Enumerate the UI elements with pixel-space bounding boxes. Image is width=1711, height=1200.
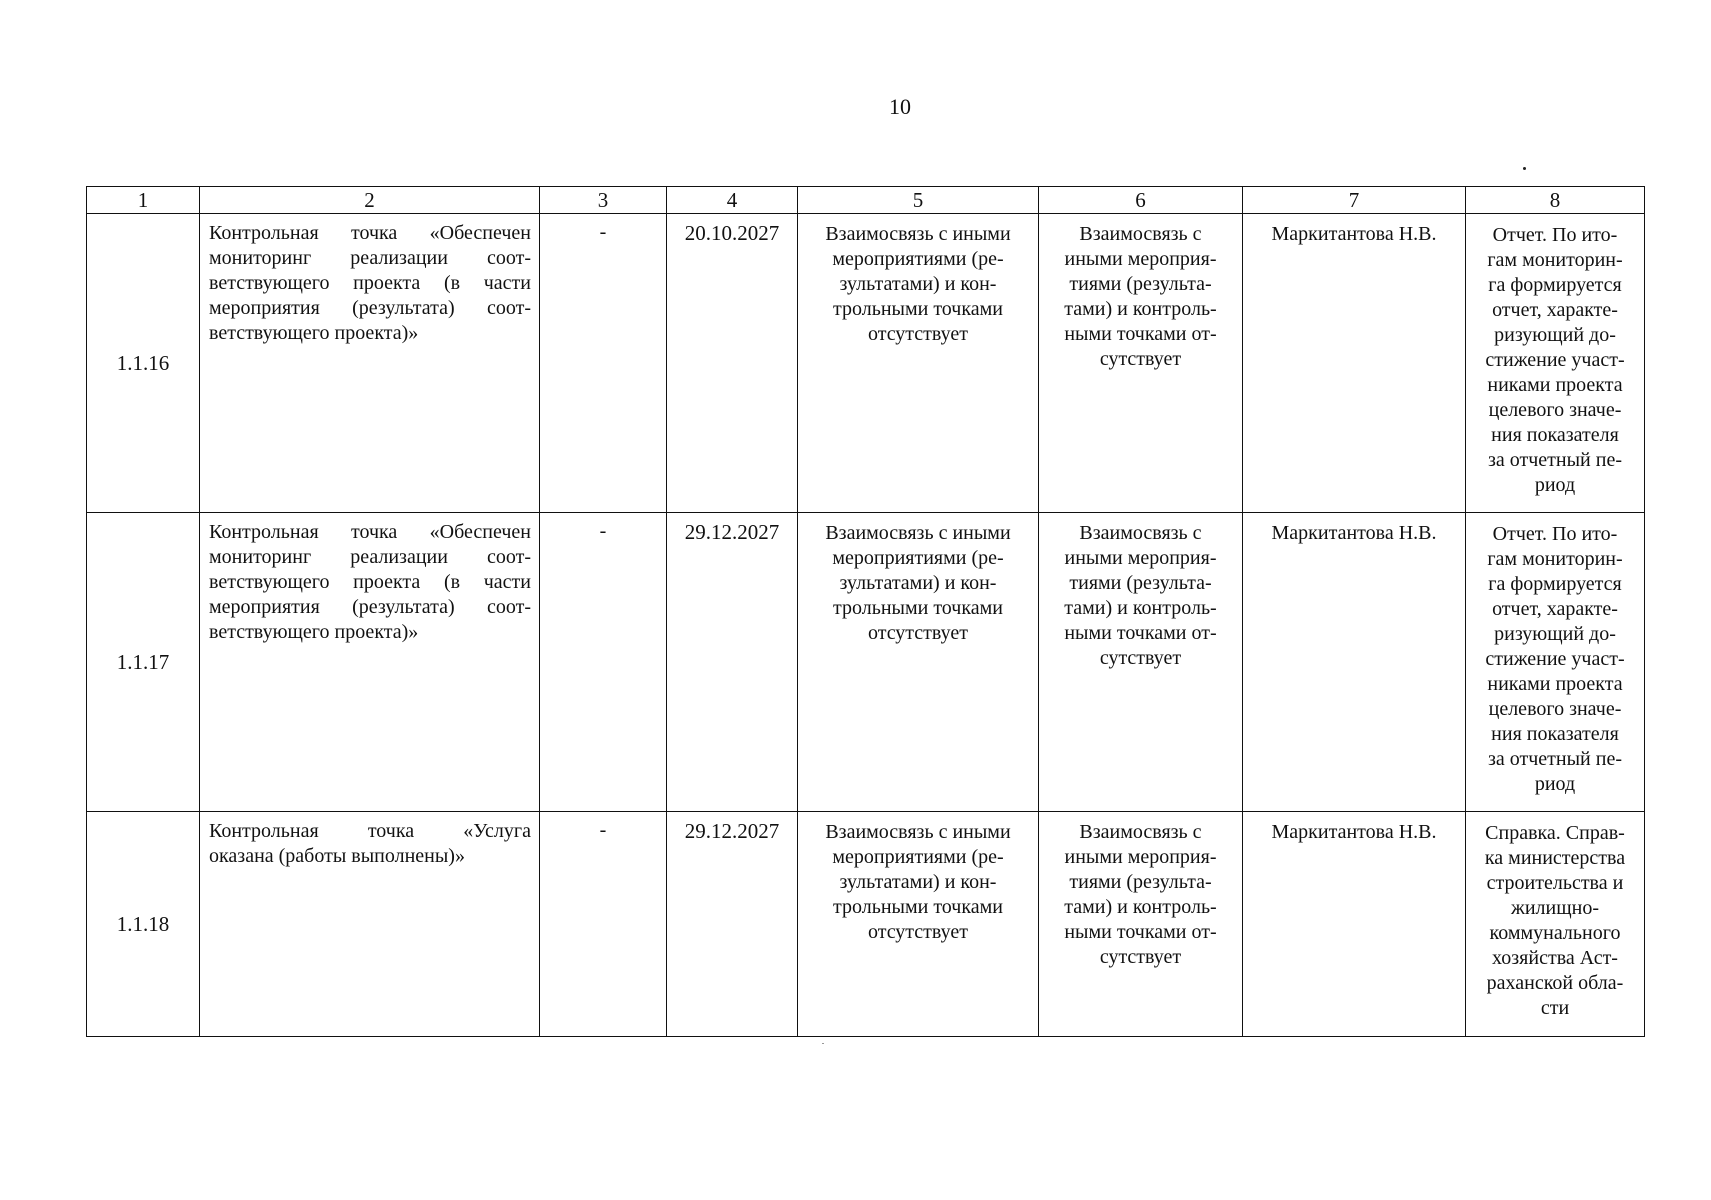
text-line: тиями (результа-: [1069, 273, 1212, 295]
text-line: Взаимосвязь с иными: [825, 522, 1011, 544]
relation-with-activities: [798, 812, 1039, 1037]
text-line: строительства и: [1486, 872, 1624, 894]
text-line: риод: [1534, 474, 1576, 496]
row-number: 1.1.18: [87, 812, 200, 1037]
text-line: тами) и контроль-: [1064, 597, 1217, 619]
relation-with-measures: [1039, 812, 1243, 1037]
text-line: мониторинг реализации соот-: [209, 546, 531, 568]
column-header: 3: [540, 187, 667, 214]
text-line: трольными точками: [833, 896, 1003, 918]
text-line: Контрольная точка «Обеспечен: [209, 521, 531, 543]
control-points-table: [86, 186, 1645, 1037]
text-line: ния показателя: [1491, 723, 1619, 745]
text-line: коммунального: [1489, 922, 1621, 944]
text-line: Отчет. По ито-: [1492, 224, 1618, 246]
text-line: риод: [1534, 773, 1576, 795]
relation-with-measures: [1039, 513, 1243, 812]
column-3-value: -: [540, 214, 667, 513]
text-line: сутствует: [1099, 946, 1182, 968]
text-line: отсутствует: [867, 921, 969, 943]
text-line: мероприятиями (ре-: [832, 846, 1004, 868]
text-line: тами) и контроль-: [1064, 298, 1217, 320]
text-line: жилищно-: [1511, 897, 1599, 919]
text-line: Взаимосвязь с: [1079, 223, 1202, 245]
text-line: зультатами) и кон-: [839, 572, 997, 594]
text-line: Взаимосвязь с: [1079, 821, 1202, 843]
text-line: стижение участ-: [1485, 648, 1625, 670]
result-document: [1466, 214, 1645, 513]
text-line: Отчет. По ито-: [1492, 523, 1618, 545]
page-number: 10: [889, 94, 911, 119]
text-line: Контрольная точка «Обеспечен: [209, 222, 531, 244]
text-line: ка министерства: [1484, 847, 1626, 869]
deadline-date: 29.12.2027: [667, 513, 798, 812]
column-header: 4: [667, 187, 798, 214]
text-line: никами проекта: [1487, 374, 1623, 396]
text-line: иными мероприя-: [1064, 846, 1217, 868]
text-line: за отчетный пе-: [1487, 748, 1622, 770]
result-document: [1466, 812, 1645, 1037]
text-line: ными точками от-: [1064, 921, 1217, 943]
text-line: мероприятия (результата) соот-: [209, 297, 531, 319]
text-line: тиями (результа-: [1069, 871, 1212, 893]
text-line: сутствует: [1099, 647, 1182, 669]
relation-with-activities: [798, 214, 1039, 513]
column-header: 1: [87, 187, 200, 214]
text-line: зультатами) и кон-: [839, 273, 997, 295]
scan-speck: [822, 1043, 824, 1044]
text-line: тиями (результа-: [1069, 572, 1212, 594]
column-header: 5: [798, 187, 1039, 214]
text-line: мероприятия (результата) соот-: [209, 596, 531, 618]
text-line: Контрольная точка «Услуга: [209, 820, 531, 842]
responsible-person: Маркитантова Н.В.: [1243, 513, 1466, 812]
text-line: ными точками от-: [1064, 323, 1217, 345]
text-line: раханской обла-: [1486, 972, 1624, 994]
text-line: целевого значе-: [1488, 698, 1622, 720]
text-line: ветствующего проекта (в части: [209, 571, 531, 593]
text-line: целевого значе-: [1488, 399, 1622, 421]
column-header: 6: [1039, 187, 1243, 214]
table-header-row: [87, 187, 1645, 214]
text-line: за отчетный пе-: [1487, 449, 1622, 471]
column-header: 7: [1243, 187, 1466, 214]
text-line: Взаимосвязь с иными: [825, 223, 1011, 245]
text-line: оказана (работы выполнены)»: [209, 845, 465, 867]
table-row: [87, 812, 1645, 1037]
text-line: ния показателя: [1491, 424, 1619, 446]
text-line: ветствующего проекта)»: [209, 621, 419, 643]
text-line: ными точками от-: [1064, 622, 1217, 644]
deadline-date: 20.10.2027: [667, 214, 798, 513]
row-number: 1.1.16: [87, 214, 200, 513]
text-line: ветствующего проекта (в части: [209, 272, 531, 294]
column-3-value: -: [540, 513, 667, 812]
control-point-name: [200, 214, 540, 513]
text-line: ветствующего проекта)»: [209, 322, 419, 344]
text-line: отчет, характе-: [1492, 598, 1618, 620]
column-3-value: -: [540, 812, 667, 1037]
text-line: тами) и контроль-: [1064, 896, 1217, 918]
text-line: иными мероприя-: [1064, 248, 1217, 270]
relation-with-activities: [798, 513, 1039, 812]
control-point-name: [200, 513, 540, 812]
text-line: мероприятиями (ре-: [832, 547, 1004, 569]
text-line: отсутствует: [867, 323, 969, 345]
text-line: отчет, характе-: [1492, 299, 1618, 321]
text-line: Взаимосвязь с: [1079, 522, 1202, 544]
text-line: ризующий до-: [1494, 324, 1616, 346]
text-line: зультатами) и кон-: [839, 871, 997, 893]
text-line: хозяйства Аст-: [1492, 947, 1618, 969]
table-row: [87, 513, 1645, 812]
text-line: мониторинг реализации соот-: [209, 247, 531, 269]
text-line: иными мероприя-: [1064, 547, 1217, 569]
text-line: ризующий до-: [1494, 623, 1616, 645]
column-header: 2: [200, 187, 540, 214]
text-line: никами проекта: [1487, 673, 1623, 695]
result-document: [1466, 513, 1645, 812]
text-line: гам мониторин-: [1487, 548, 1623, 570]
responsible-person: Маркитантова Н.В.: [1243, 812, 1466, 1037]
text-line: трольными точками: [833, 298, 1003, 320]
column-header: 8: [1466, 187, 1645, 214]
text-line: Справка. Справ-: [1485, 822, 1625, 844]
relation-with-measures: [1039, 214, 1243, 513]
text-line: га формируется: [1488, 573, 1622, 595]
table-row: [87, 214, 1645, 513]
text-line: сутствует: [1099, 348, 1182, 370]
text-line: Взаимосвязь с иными: [825, 821, 1011, 843]
responsible-person: Маркитантова Н.В.: [1243, 214, 1466, 513]
text-line: гам мониторин-: [1487, 249, 1623, 271]
control-point-name: [200, 812, 540, 1037]
deadline-date: 29.12.2027: [667, 812, 798, 1037]
row-number: 1.1.17: [87, 513, 200, 812]
text-line: га формируется: [1488, 274, 1622, 296]
text-line: стижение участ-: [1485, 349, 1625, 371]
text-line: трольными точками: [833, 597, 1003, 619]
text-line: мероприятиями (ре-: [832, 248, 1004, 270]
text-line: сти: [1540, 997, 1570, 1019]
text-line: отсутствует: [867, 622, 969, 644]
scan-speck: [1523, 167, 1526, 170]
